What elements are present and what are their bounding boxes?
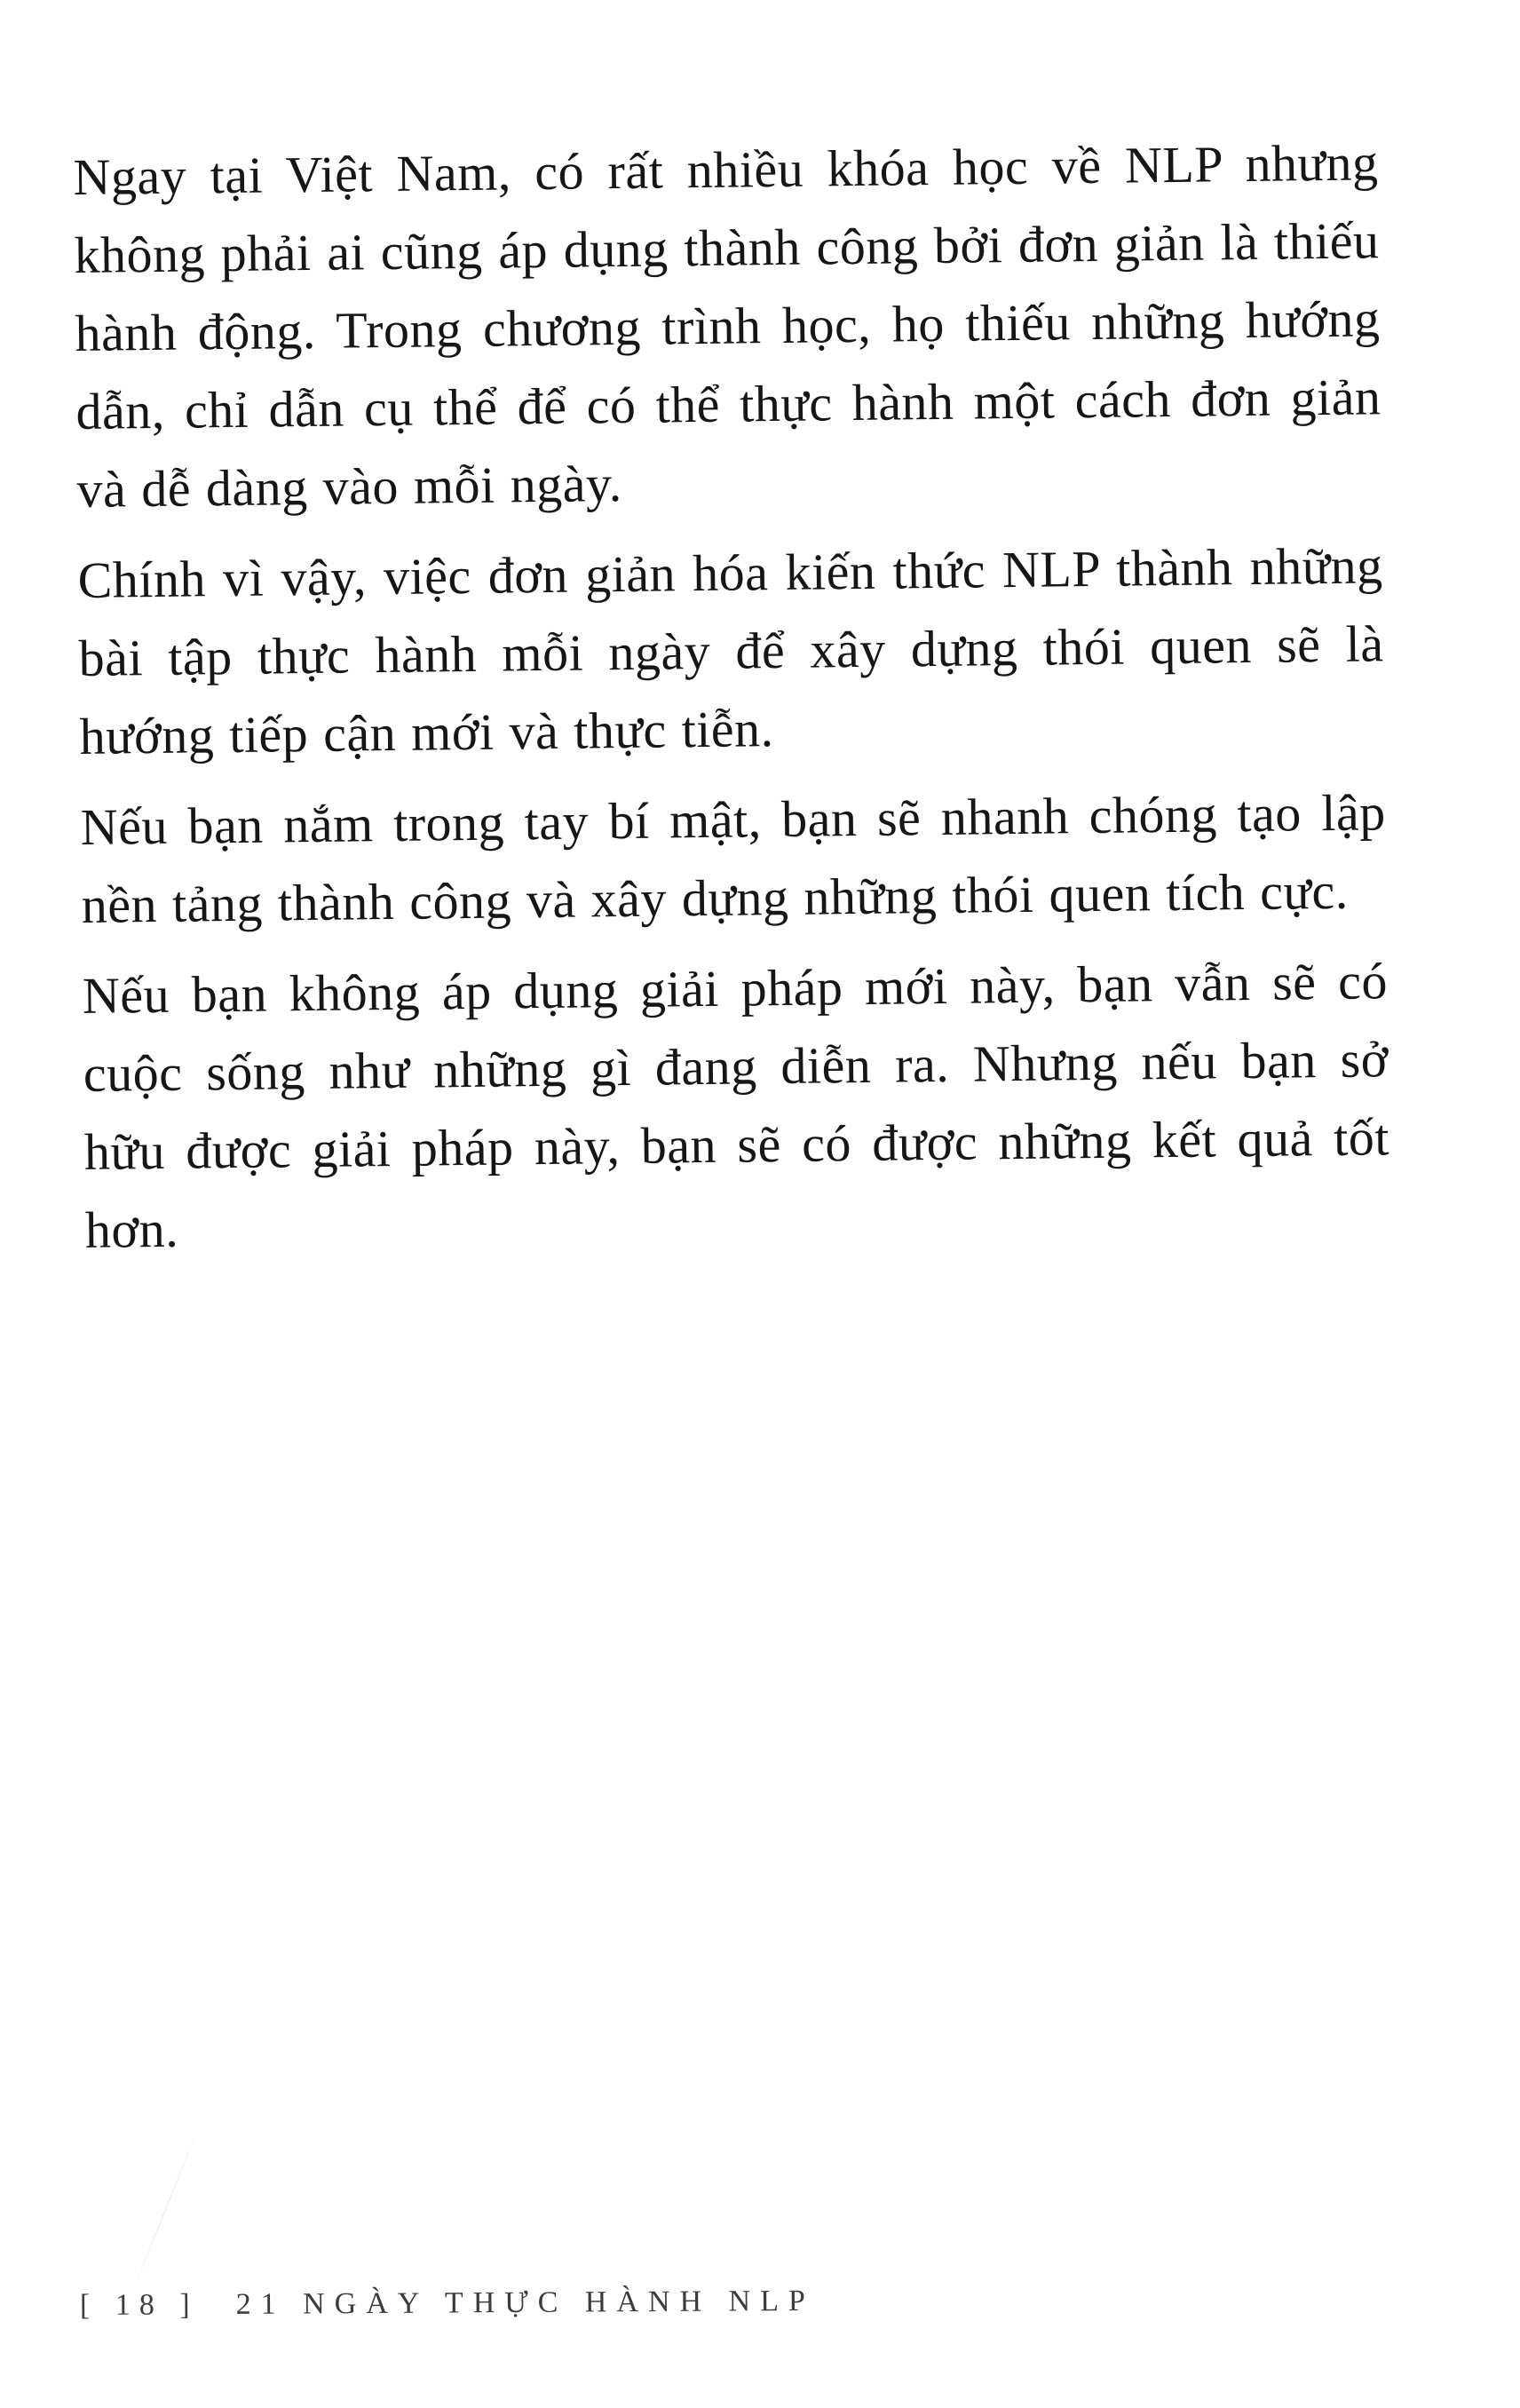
paragraph-4: Nếu bạn không áp dụng giải pháp mới này, bạn vẫn sẽ có cuộc sống như những gì đang diễn ra. Nhưng nếu bạn sở hữu được giải pháp này, bạn sẽ có được những kết quả tốt hơn. bbox=[82, 952, 1390, 1259]
page-text bbox=[73, 123, 1390, 1270]
paragraph-2: Chính vì vậy, việc đơn giản hóa kiến thức NLP thành những bài tập thực hành mỗi ngày để xây dựng thói quen sẽ là hướng tiếp cận mới và thực tiễn. bbox=[77, 536, 1384, 765]
paragraph-3: Nếu bạn nắm trong tay bí mật, bạn sẽ nhanh chóng tạo lập nền tảng thành công và xây dựng những thói quen tích cực. bbox=[80, 783, 1387, 934]
paragraph-1: Ngay tại Việt Nam, có rất nhiều khóa học về NLP nhưng không phải ai cũng áp dụng thành công bởi đơn giản là thiếu hành động. Trong chương trình học, họ thiếu những hướng dẫn, chỉ dẫn cụ thể để có thể thực hành một cách đơn giản và dễ dàng vào mỗi ngày. bbox=[73, 133, 1381, 519]
page-footer bbox=[80, 2285, 815, 2323]
book-title: 21 NGÀY THỰC HÀNH NLP bbox=[235, 2284, 815, 2321]
page-curl-shadow bbox=[138, 2137, 195, 2277]
page-number: [ 18 ] bbox=[79, 2288, 199, 2322]
